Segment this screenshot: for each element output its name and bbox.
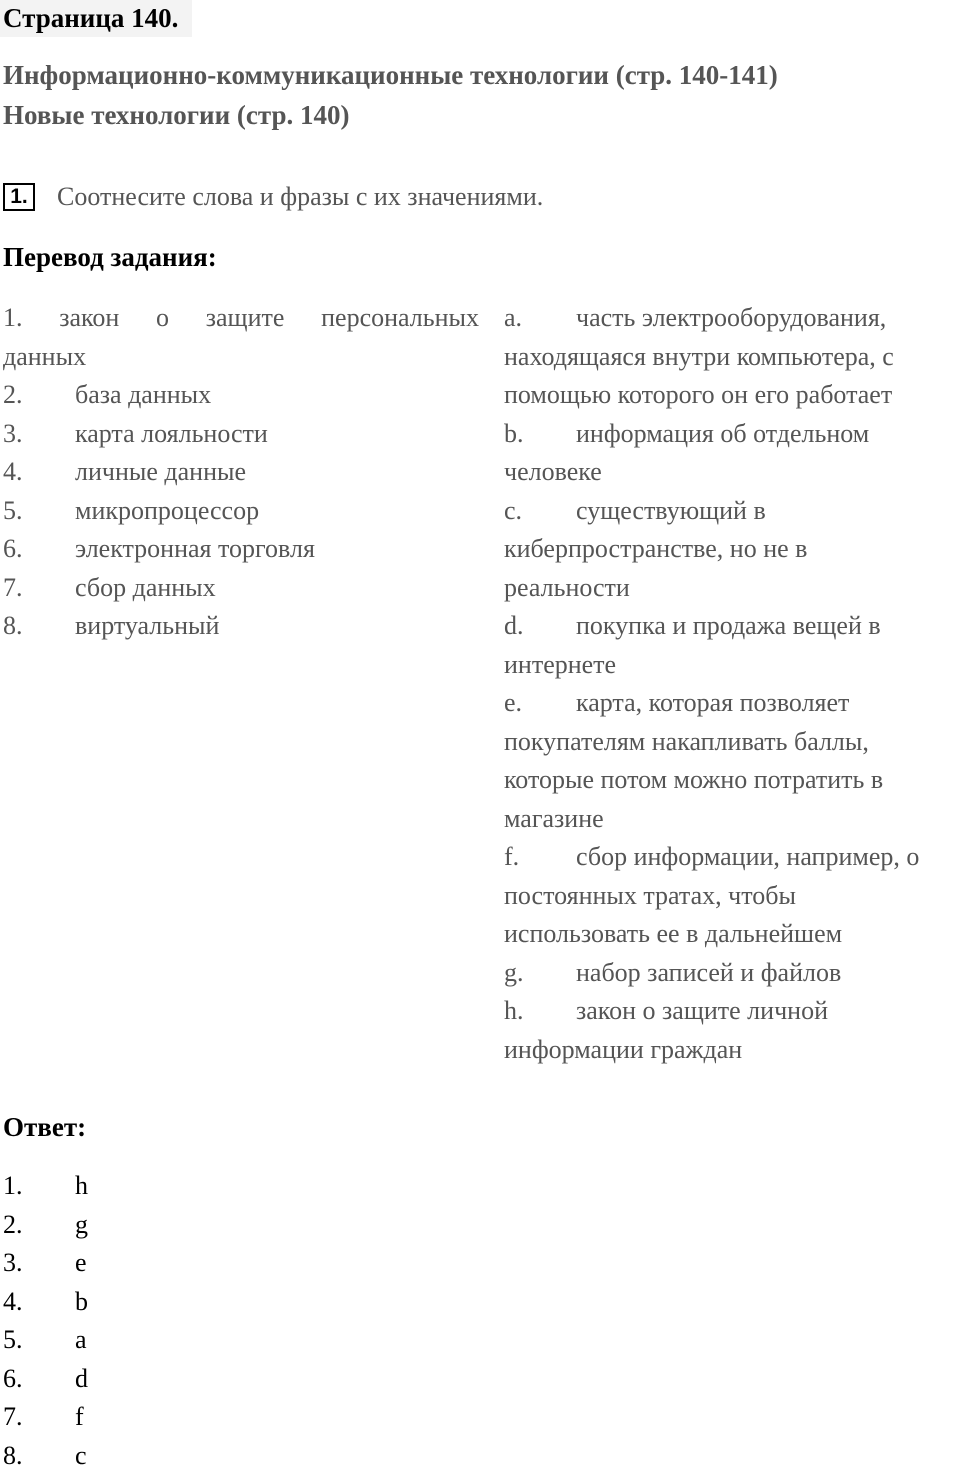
term-text: личные данные: [75, 457, 246, 486]
page-heading: Страница 140.: [0, 0, 192, 37]
answer-letter: h: [75, 1171, 88, 1200]
term-item: [3, 569, 479, 608]
answer-letter: d: [75, 1364, 88, 1393]
term-number: 5.: [3, 492, 75, 531]
definition-text: карта, которая позволяет: [576, 688, 849, 717]
answer-row: [3, 1321, 88, 1360]
answer-number: 1.: [3, 1167, 75, 1206]
term-item: [3, 453, 479, 492]
term-item: [3, 299, 479, 376]
answer-letter: f: [75, 1402, 84, 1431]
definition-text-continued: человеке: [504, 453, 960, 492]
section-title: Информационно-коммуникационные технологии (стр. 140-141): [3, 60, 778, 91]
term-number: 3.: [3, 415, 75, 454]
term-text: виртуальный: [75, 611, 219, 640]
answer-row: [3, 1244, 88, 1283]
definition-text: набор записей и файлов: [576, 958, 841, 987]
definition-letter: d.: [504, 607, 576, 646]
term-text: база данных: [75, 380, 211, 409]
answer-letter: e: [75, 1248, 87, 1277]
term-number: 1.: [3, 303, 23, 332]
definition-item: [504, 607, 960, 684]
answer-letter: g: [75, 1210, 88, 1239]
term-number: 6.: [3, 530, 75, 569]
answer-number: 2.: [3, 1206, 75, 1245]
definition-text-continued: находящаяся внутри компьютера, с: [504, 338, 960, 377]
terms-list: [3, 299, 479, 646]
definition-text-continued: покупателям накапливать баллы,: [504, 723, 960, 762]
term-text: закон о защите персональных: [59, 303, 479, 332]
definition-letter: e.: [504, 684, 576, 723]
term-text-continued: данных: [3, 342, 86, 371]
term-number: 8.: [3, 607, 75, 646]
definition-text: существующий в: [576, 496, 766, 525]
answer-number: 4.: [3, 1283, 75, 1322]
answer-row: [3, 1360, 88, 1399]
definition-text-continued: киберпространстве, но не в: [504, 530, 960, 569]
definition-item: [504, 415, 960, 492]
term-item: [3, 376, 479, 415]
definition-text: закон о защите личной: [576, 996, 828, 1025]
answer-number: 3.: [3, 1244, 75, 1283]
definitions-list: [504, 299, 960, 1069]
definition-text-continued: интернете: [504, 646, 960, 685]
definition-item: [504, 954, 960, 993]
definition-letter: g.: [504, 954, 576, 993]
definition-text-continued: магазине: [504, 800, 960, 839]
definition-text-continued: использовать ее в дальнейшем: [504, 915, 960, 954]
definition-letter: h.: [504, 992, 576, 1031]
term-number: 4.: [3, 453, 75, 492]
definition-item: [504, 299, 960, 415]
definition-text: часть электрооборудования,: [576, 303, 886, 332]
definition-text: покупка и продажа вещей в: [576, 611, 881, 640]
translation-label: Перевод задания:: [3, 242, 217, 273]
answer-row: [3, 1437, 88, 1475]
term-text: электронная торговля: [75, 534, 315, 563]
answer-letter: c: [75, 1441, 87, 1470]
definition-text-continued: помощью которого он его работает: [504, 376, 960, 415]
answer-row: [3, 1283, 88, 1322]
definition-text-continued: которые потом можно потратить в: [504, 761, 960, 800]
answer-number: 5.: [3, 1321, 75, 1360]
answer-row: [3, 1206, 88, 1245]
term-text: карта лояльности: [75, 419, 268, 448]
term-text: микропроцессор: [75, 496, 259, 525]
term-item: [3, 415, 479, 454]
answer-letter: a: [75, 1325, 87, 1354]
section-subtitle: Новые технологии (стр. 140): [3, 100, 349, 131]
definition-text: информация об отдельном: [576, 419, 869, 448]
definition-item: [504, 992, 960, 1069]
task-header: [3, 180, 543, 214]
term-text: сбор данных: [75, 573, 216, 602]
answer-letter: b: [75, 1287, 88, 1316]
definition-item: [504, 684, 960, 838]
definition-text-continued: информации граждан: [504, 1031, 960, 1070]
term-number: 7.: [3, 569, 75, 608]
definition-text-continued: реальности: [504, 569, 960, 608]
definition-letter: c.: [504, 492, 576, 531]
definition-text: сбор информации, например, о: [576, 842, 919, 871]
term-item: [3, 492, 479, 531]
definition-item: [504, 838, 960, 954]
answer-number: 6.: [3, 1360, 75, 1399]
answers-list: [3, 1167, 88, 1475]
definition-letter: b.: [504, 415, 576, 454]
definition-letter: a.: [504, 299, 576, 338]
definition-letter: f.: [504, 838, 576, 877]
task-instruction: Соотнесите слова и фразы с их значениями.: [57, 182, 543, 212]
answer-number: 8.: [3, 1437, 75, 1475]
answer-number: 7.: [3, 1398, 75, 1437]
answer-row: [3, 1398, 88, 1437]
definition-text-continued: постоянных тратах, чтобы: [504, 877, 960, 916]
term-item: [3, 530, 479, 569]
answer-label: Ответ:: [3, 1112, 86, 1143]
task-number-box: 1.: [3, 183, 35, 211]
term-item: [3, 607, 479, 646]
answer-row: [3, 1167, 88, 1206]
term-number: 2.: [3, 376, 75, 415]
definition-item: [504, 492, 960, 608]
